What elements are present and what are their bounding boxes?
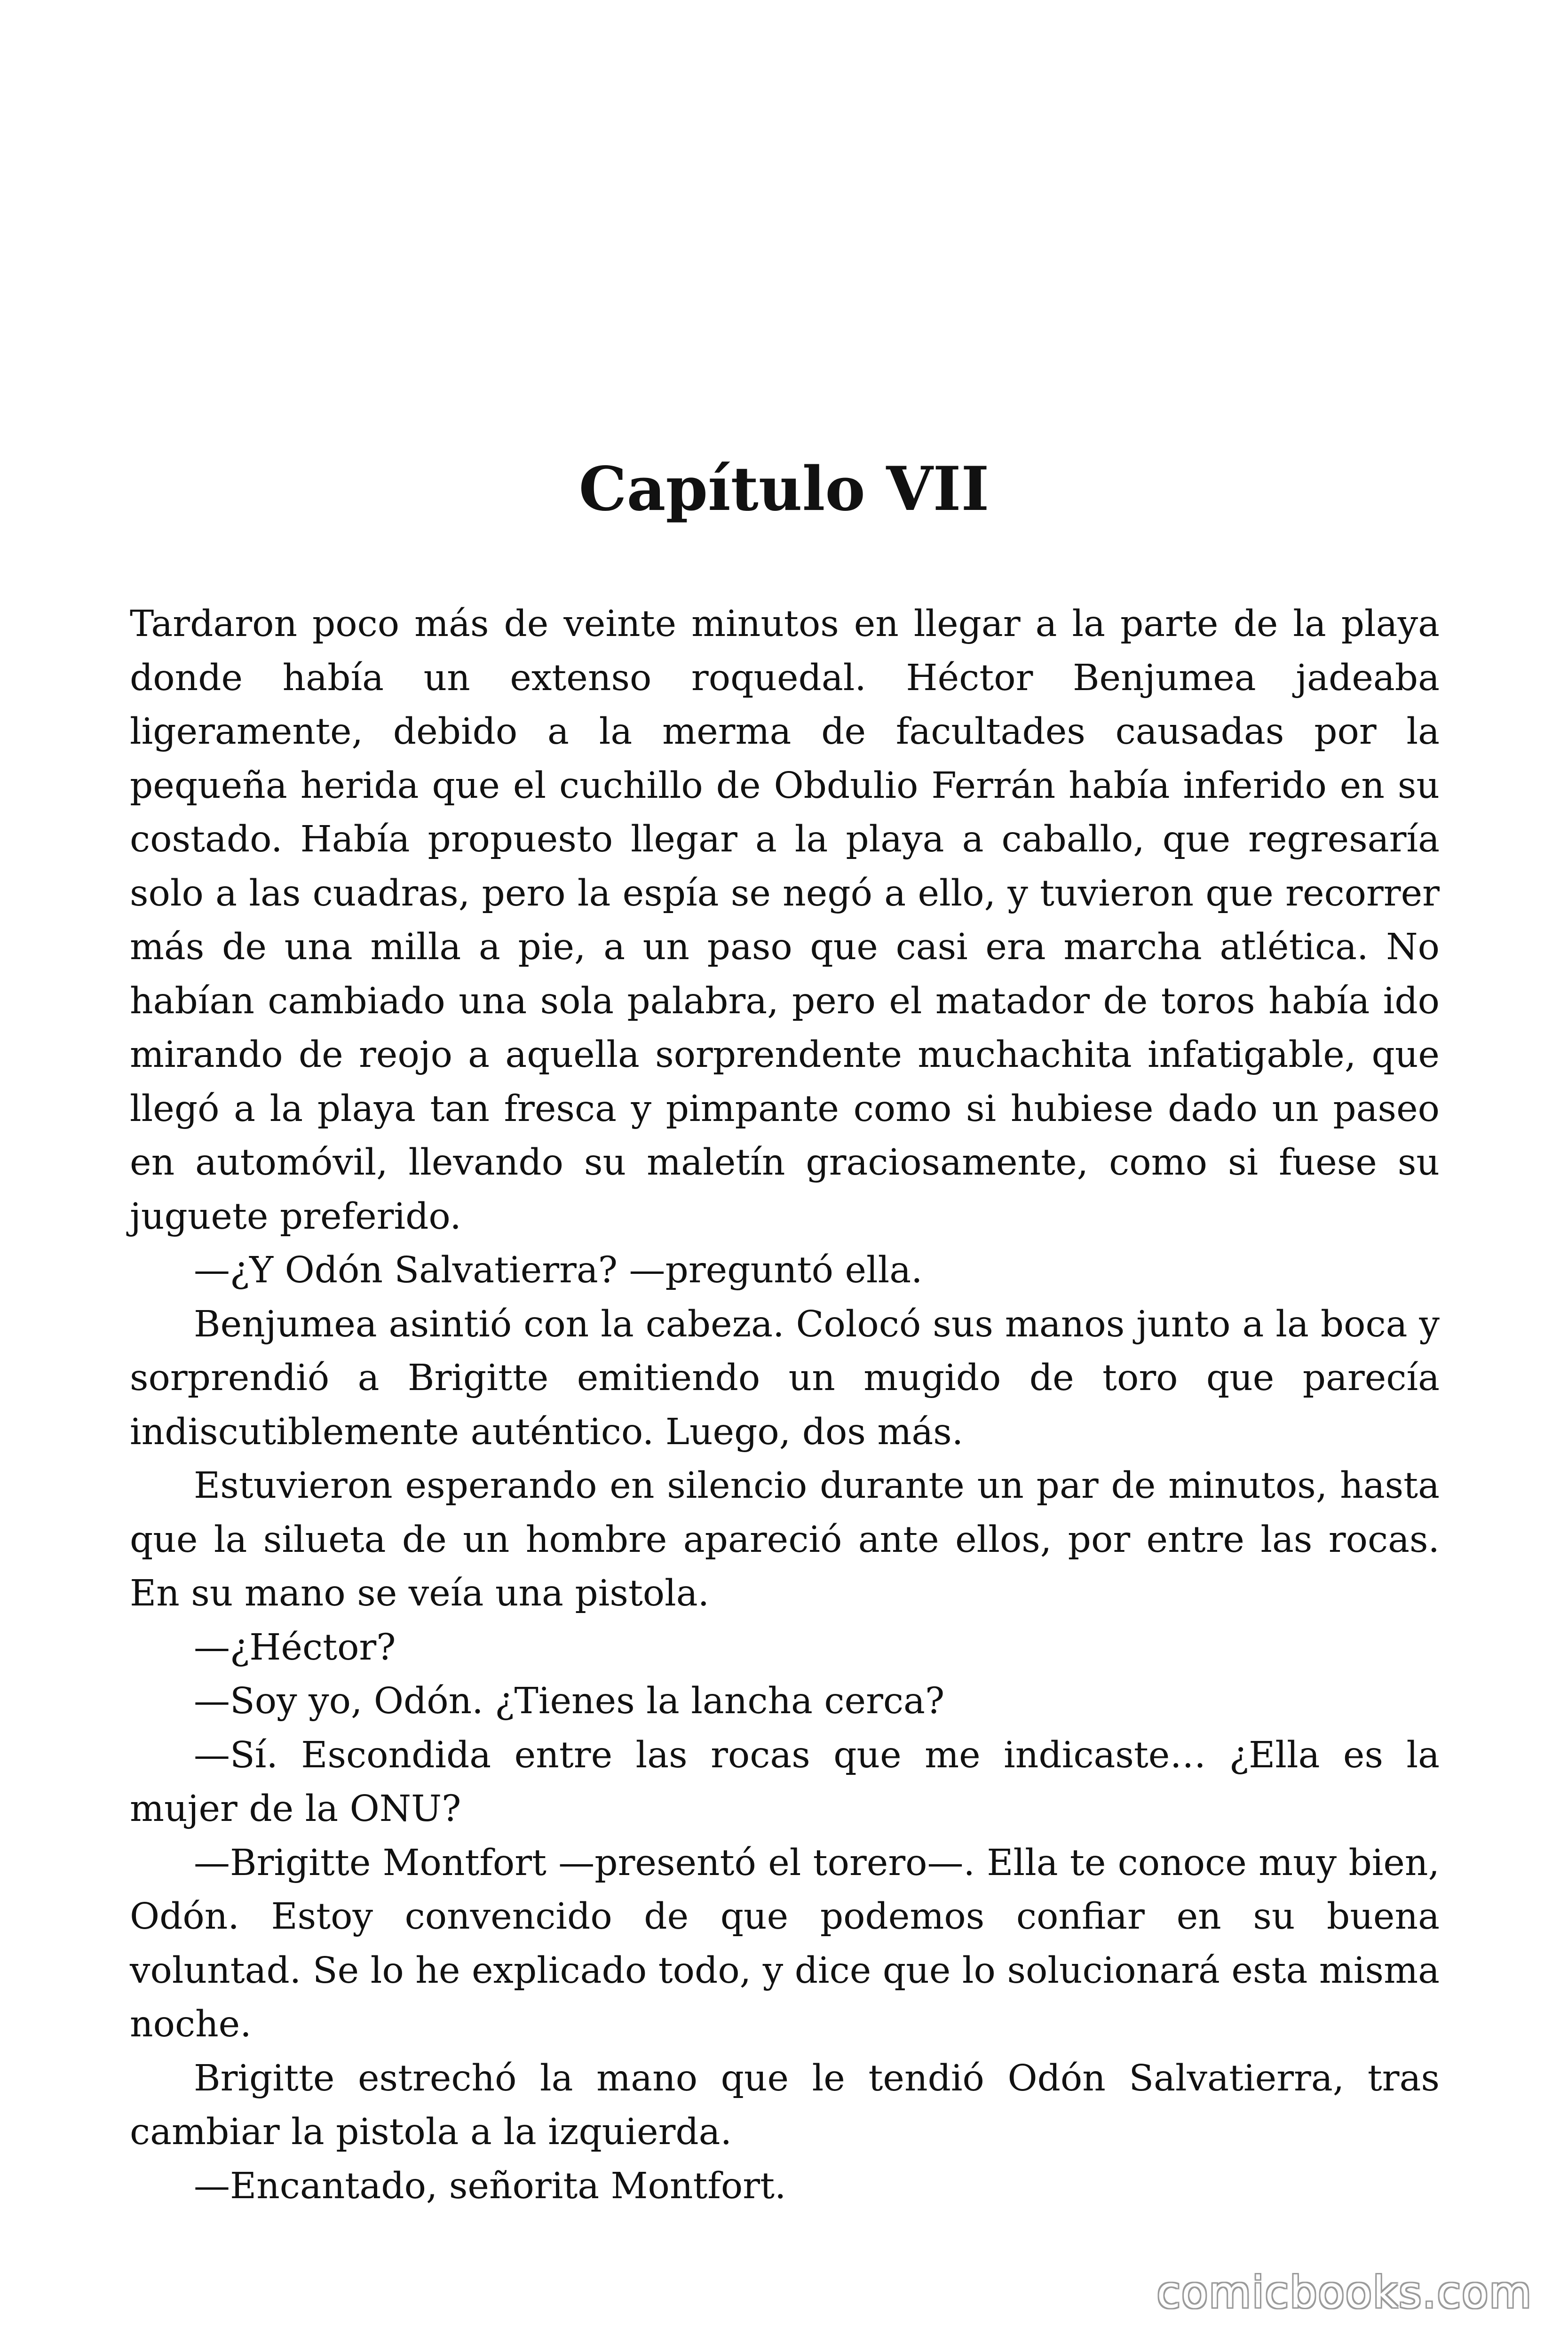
chapter-body — [130, 597, 1440, 2213]
paragraph-dialogue: —¿Y Odón Salvatierra? —preguntó ella. — [194, 1249, 923, 1291]
paragraph-narration: Brigitte estrechó la mano que le tendió Odón Salvatierra, tras cambiar la pistola a la izquierda. — [130, 2057, 1440, 2153]
chapter-title: Capítulo VII — [578, 454, 990, 524]
paragraph-opening: Tardaron poco más de veinte minutos en llegar a la parte de la playa donde había un extenso roquedal. Héctor Benjumea jadeaba ligeramente, debido a la merma de facultades causadas por la pequeña herida que el cuchillo de Obdulio Ferrán había inferido en su costado. Había propuesto llegar a la playa a caballo, que regresaría solo a las cuadras, pero la espía se negó a ello, y tuvieron que recorrer más de una milla a pie, a un paso que casi era marcha atlética. No habían cambiado una sola palabra, pero el matador de toros había ido mirando de reojo a aquella sorprendente muchachita infatigable, que llegó a la playa tan fresca y pimpante como si hubiese dado un paseo en automóvil, llevando su maletín graciosamente, como si fuese su juguete preferido. — [130, 603, 1440, 1238]
paragraph-dialogue: —Encantado, señorita Montfort. — [194, 2165, 786, 2207]
paragraph-narration: Benjumea asintió con la cabeza. Colocó sus manos junto a la boca y sorprendió a Brigitte emitiendo un mugido de toro que parecía indiscutiblemente auténtico. Luego, dos más. — [130, 1303, 1440, 1453]
watermark-logo: comicbooks.com — [1156, 2267, 1532, 2318]
paragraph-narration: Estuvieron esperando en silencio durante un par de minutos, hasta que la silueta de un hombre apareció ante ellos, por entre las rocas. En su mano se veía una pistola. — [130, 1465, 1440, 1614]
paragraph-dialogue: —¿Héctor? — [194, 1626, 396, 1669]
paragraph-dialogue: —Soy yo, Odón. ¿Tienes la lancha cerca? — [194, 1680, 945, 1722]
paragraph-dialogue: —Brigitte Montfort —presentó el torero—. Ella te conoce muy bien, Odón. Estoy convencido de que podemos confiar en su buena voluntad. Se lo he explicado todo, y dice que lo solucionará esta misma noche. — [130, 1842, 1440, 2045]
paragraph-dialogue: —Sí. Escondida entre las rocas que me indicaste… ¿Ella es la mujer de la ONU? — [130, 1734, 1440, 1830]
